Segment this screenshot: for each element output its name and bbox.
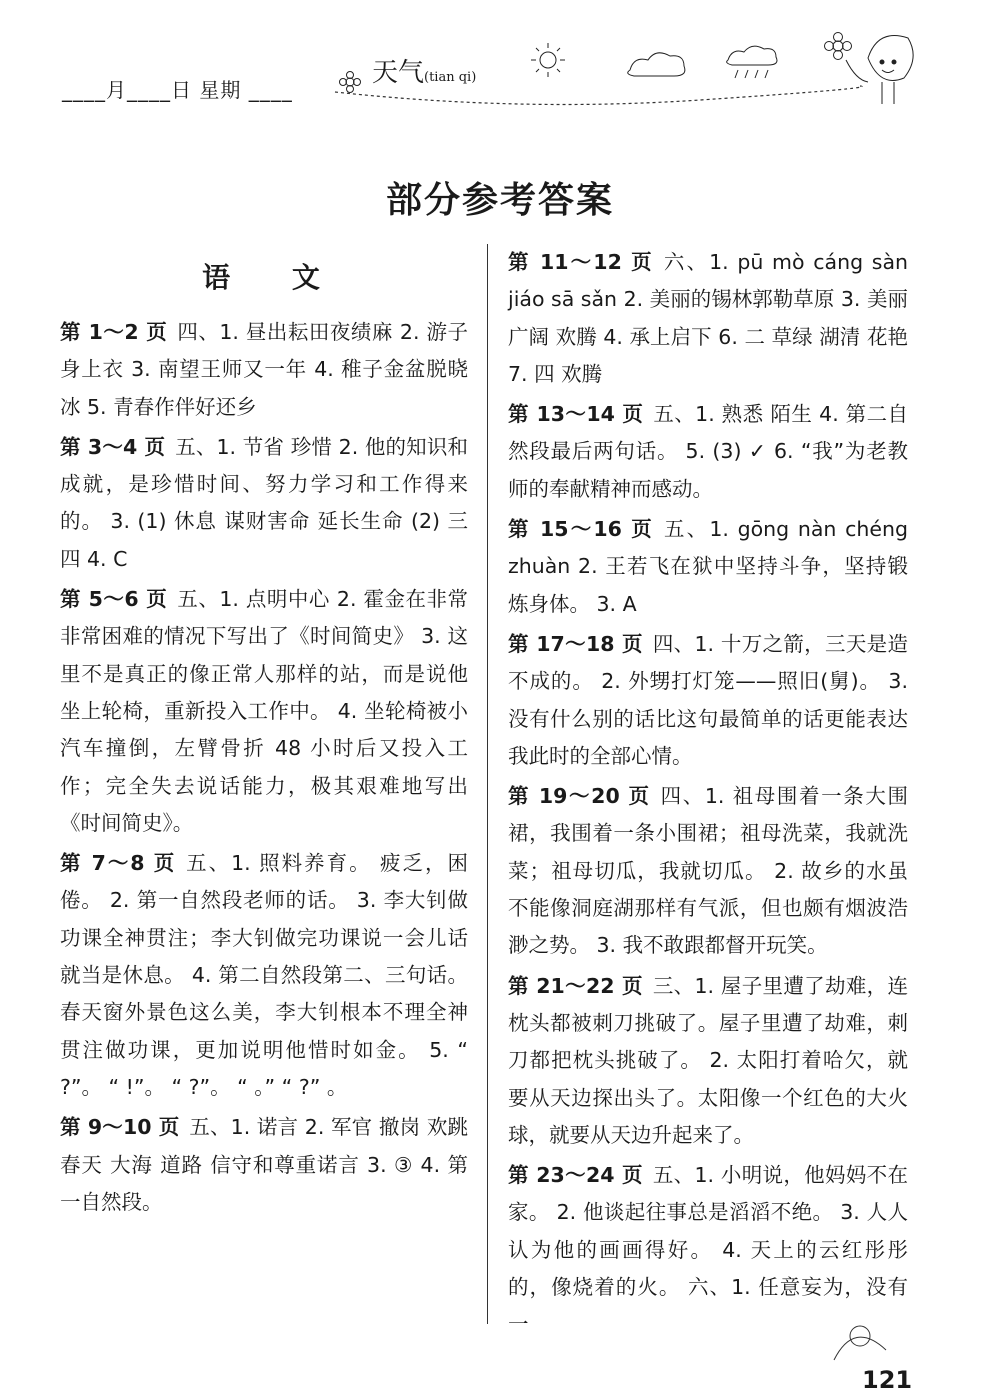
sun-icon <box>531 43 565 77</box>
entry-page: 第 17～18 页 <box>508 631 643 656</box>
entry-page: 第 21～22 页 <box>508 973 643 998</box>
answer-entry <box>60 429 468 578</box>
entry-text: 五、1. 小明说，他妈妈不在家。 2. 他谈起往事总是滔滔不绝。 3. 人人认为他的画画得好。 4. 天上的云红彤彤的，像烧着的火。 六、1. 任意妄为，没有一 <box>508 1163 908 1337</box>
corner-cartoon-icon <box>826 1310 896 1370</box>
answer-entry <box>508 626 908 775</box>
entry-page: 第 7～8 页 <box>60 851 177 876</box>
entry-text: 四、1. 十万之箭，三天是造不成的。 2. 外甥打灯笼——照旧(舅)。 3. 没有什么别的话比这句最简单的话更能表达我此时的全部心情。 <box>508 631 908 768</box>
entry-page: 第 11～12 页 <box>508 250 654 274</box>
entry-text: 五、1. 熟悉 陌生 4. 第二自然段最后两句话。 5. (3) ✓ 6. “我”为老教师的奉献精神而感动。 <box>508 402 908 501</box>
answer-entry <box>508 396 908 508</box>
rain-cloud-icon <box>727 46 777 78</box>
entry-text: 五、1. 点明中心 2. 霍金在非常非常困难的情况下写出了《时间简史》 3. 这里不是真正的像正常人那样的站，而是说他坐上轮椅，重新投入工作中。 4. 坐轮椅被小汽车撞倒，左臂骨折 48 小时后又投入工作；完全失去说话能力，极其艰难地写出《时间简史》。 <box>60 587 468 835</box>
subject-heading: 语 文 <box>202 261 346 294</box>
entry-page: 第 5～6 页 <box>60 587 168 612</box>
entry-text: 四、1. 昼出耘田夜绩麻 2. 游子身上衣 3. 南望王师又一年 4. 稚子金盆脱晓冰 5. 青春作伴好还乡 <box>60 320 468 419</box>
weather-label-text: 天气 <box>372 58 425 88</box>
answer-entry <box>508 778 908 964</box>
entry-text: 五、1. 诺言 2. 军官 撤岗 欢跳 春天 大海 道路 信守和尊重诺言 3. ③ 4. 第一自然段。 <box>60 1115 468 1214</box>
entry-page: 第 23～24 页 <box>508 1163 643 1188</box>
entry-text: 五、1. 节省 珍惜 2. 他的知识和成就，是珍惜时间、努力学习和工作得来的。 3. (1) 休息 谋财害命 延长生命 (2) 三 四 4. C <box>60 434 468 571</box>
entry-page: 第 19～20 页 <box>508 784 651 809</box>
column-divider <box>487 244 488 1324</box>
right-column <box>508 244 908 1347</box>
entry-page: 第 3～4 页 <box>60 434 166 459</box>
header-decoration <box>0 0 1000 140</box>
girl-with-flower-icon <box>825 33 914 105</box>
entry-page: 第 15～16 页 <box>508 517 654 542</box>
page-title: 部分参考答案 <box>385 179 614 221</box>
cloud-icon <box>628 53 685 76</box>
answer-entry <box>508 511 908 623</box>
entry-text: 五、1. 照料养育。 疲乏，困倦。 2. 第一自然段老师的话。 3. 李大钊做功课全神贯注；李大钊做完功课说一会儿话就当是休息。 4. 第二自然段第二、三句话。春天窗外景色这么美，李大钊根本不理全神贯注做功课，更加说明他惜时如金。 5. “ ?”。 “ !”。 “ ?”。 “ 。” “ ?” 。 <box>60 851 468 1099</box>
entry-text: 四、1. 祖母围着一条大围裙，我围着一条小围裙；祖母洗菜，我就洗菜；祖母切瓜，我就切瓜。 2. 故乡的水虽不能像洞庭湖那样有气派，但也颇有烟波浩渺之势。 3. 我不敢跟都督开玩笑。 <box>508 784 908 958</box>
answer-entry <box>60 845 468 1106</box>
answer-entry <box>60 581 468 842</box>
answer-entry <box>60 1109 468 1221</box>
entry-page: 第 1～2 页 <box>60 320 168 344</box>
left-column <box>60 244 468 1224</box>
answer-entry <box>508 244 908 393</box>
page-header <box>0 0 1000 140</box>
answer-entry <box>60 314 468 426</box>
page-number: 121 <box>862 1366 913 1394</box>
date-weekday-line: ____月____日 星期 ____ <box>62 78 293 102</box>
entry-text: 五、1. gōng nàn chéng zhuàn 2. 王若飞在狱中坚持斗争，坚持锻炼身体。 3. A <box>508 517 908 616</box>
entry-text: 三、1. 屋子里遭了劫难，连枕头都被刺刀挑破了。屋子里遭了劫难，刺刀都把枕头挑破了。 2. 太阳打着哈欠，就要从天边探出头了。太阳像一个红色的大火球，就要从天边升起来了。 <box>508 973 908 1147</box>
weather-pinyin: (tian qi) <box>424 70 477 85</box>
answer-entry <box>508 968 908 1154</box>
entry-text: 六、1. pū mò cáng sàn jiáo sā sǎn 2. 美丽的锡林郭勒草原 3. 美丽 广阔 欢腾 4. 承上启下 6. 二 草绿 湖清 花艳 7. 四 欢腾 <box>508 250 908 386</box>
entry-page: 第 13～14 页 <box>508 402 644 427</box>
entry-page: 第 9～10 页 <box>60 1115 180 1140</box>
flower-icon <box>340 72 361 93</box>
